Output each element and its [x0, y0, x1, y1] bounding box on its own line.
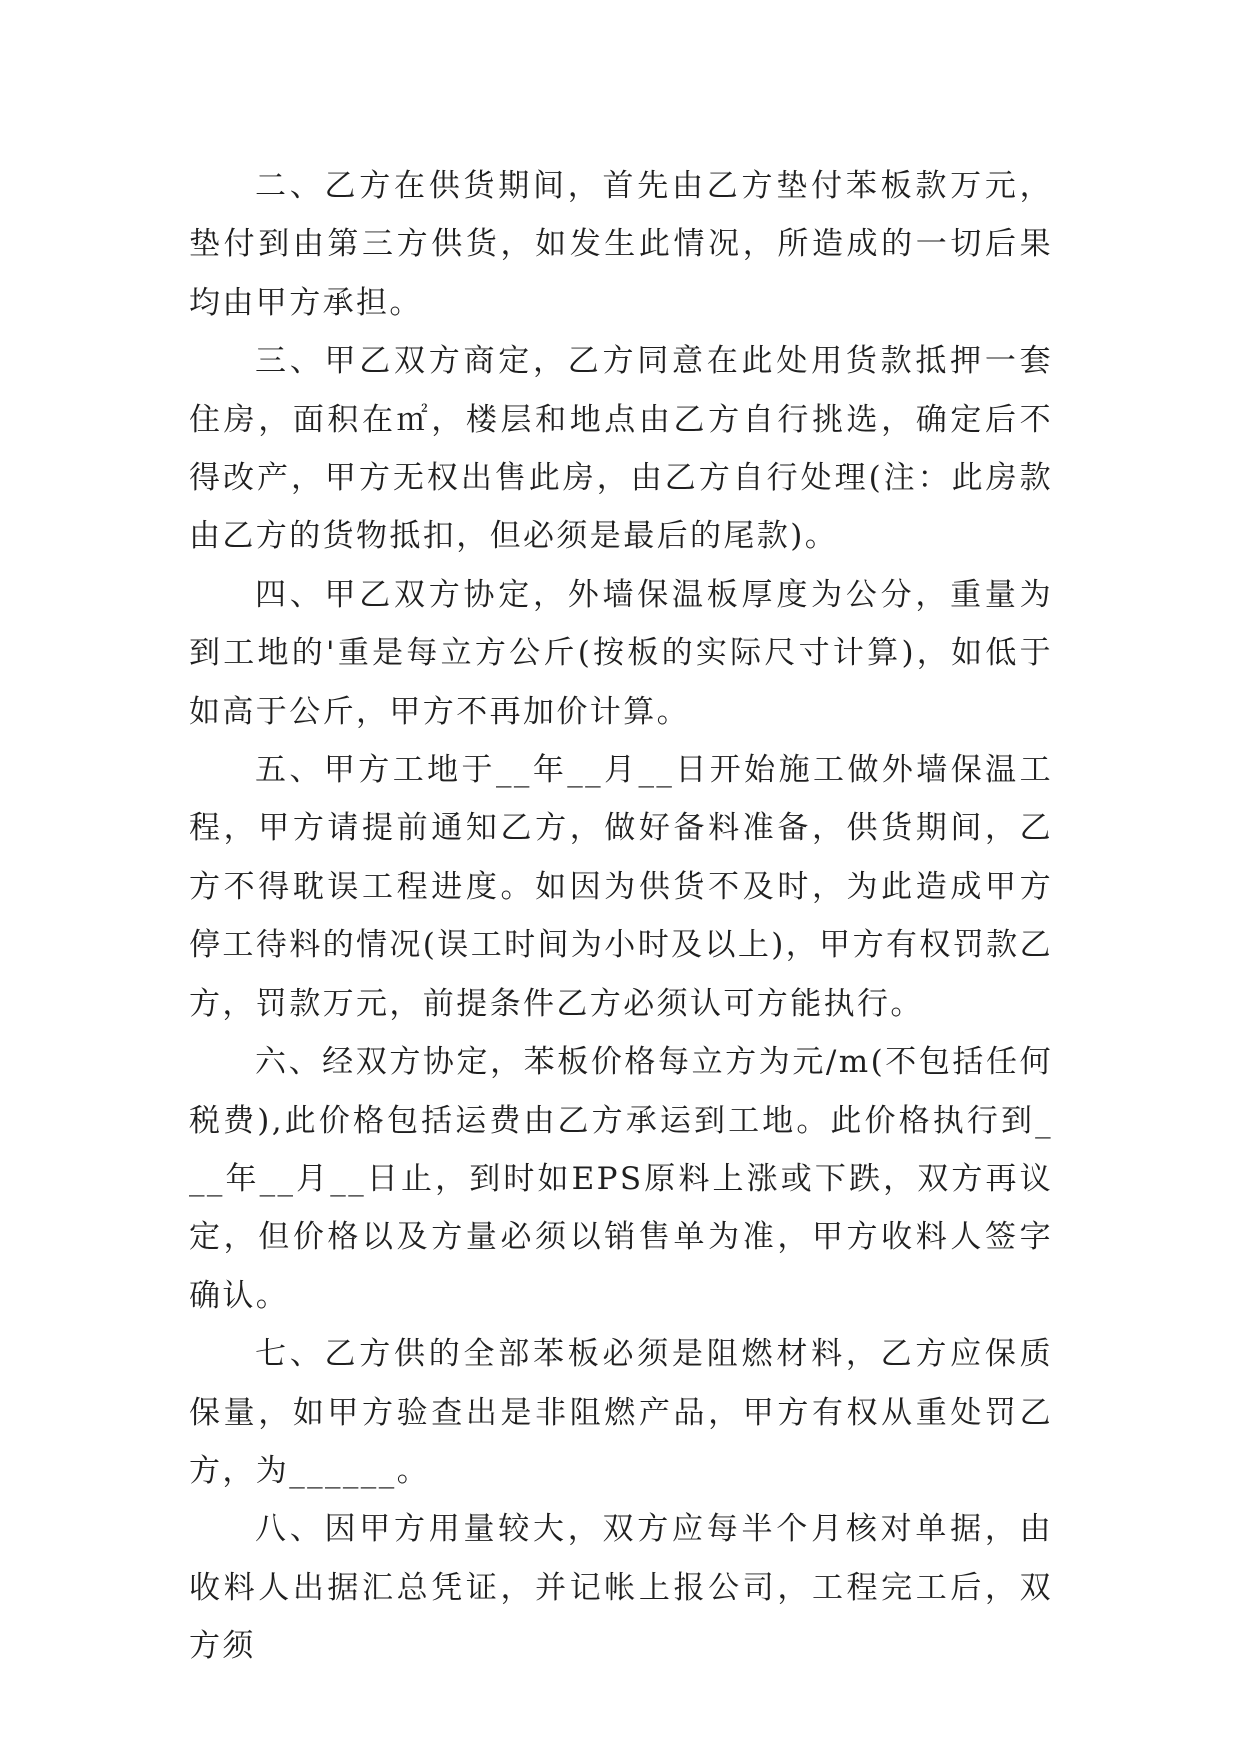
clause-6-paragraph: 六、经双方协定，苯板价格每立方为元/m(不包括任何税费),此价格包括运费由乙方承运到工地。此价格执行到___年__月__日止，到时如EPS原料上涨或下跌，双方再议定，但价格以及方量必须以销售单为准，甲方收料人签字确认。	[189, 1044, 1053, 1314]
clause-5-paragraph: 五、甲方工地于__年__月__日开始施工做外墙保温工程，甲方请提前通知乙方，做好备料准备，供货期间，乙方不得耽误工程进度。如因为供货不及时，为此造成甲方停工待料的情况(误工时间为小时及以上)，甲方有权罚款乙方，罚款万元，前提条件乙方必须认可方能执行。	[189, 752, 1053, 1022]
clause-8-paragraph: 八、因甲方用量较大，双方应每半个月核对单据，由收料人出据汇总凭证，并记帐上报公司，工程完工后，双方须	[189, 1511, 1053, 1665]
clause-3-paragraph: 三、甲乙双方商定，乙方同意在此处用货款抵押一套住房，面积在㎡，楼层和地点由乙方自行挑选，确定后不得改产，甲方无权出售此房，由乙方自行处理(注：此房款由乙方的货物抵扣，但必须是最后的尾款)。	[189, 343, 1053, 555]
clause-2-paragraph: 二、乙方在供货期间，首先由乙方垫付苯板款万元，垫付到由第三方供货，如发生此情况，所造成的一切后果均由甲方承担。	[189, 168, 1053, 321]
clause-7-paragraph: 七、乙方供的全部苯板必须是阻燃材料，乙方应保质保量，如甲方验查出是非阻燃产品，甲方有权从重处罚乙方，为______。	[189, 1336, 1053, 1489]
document-body	[189, 157, 1053, 1676]
clause-4-paragraph: 四、甲乙双方协定，外墙保温板厚度为公分，重量为到工地的'重是每立方公斤(按板的实际尺寸计算)，如低于如高于公斤，甲方不再加价计算。	[189, 576, 1053, 730]
